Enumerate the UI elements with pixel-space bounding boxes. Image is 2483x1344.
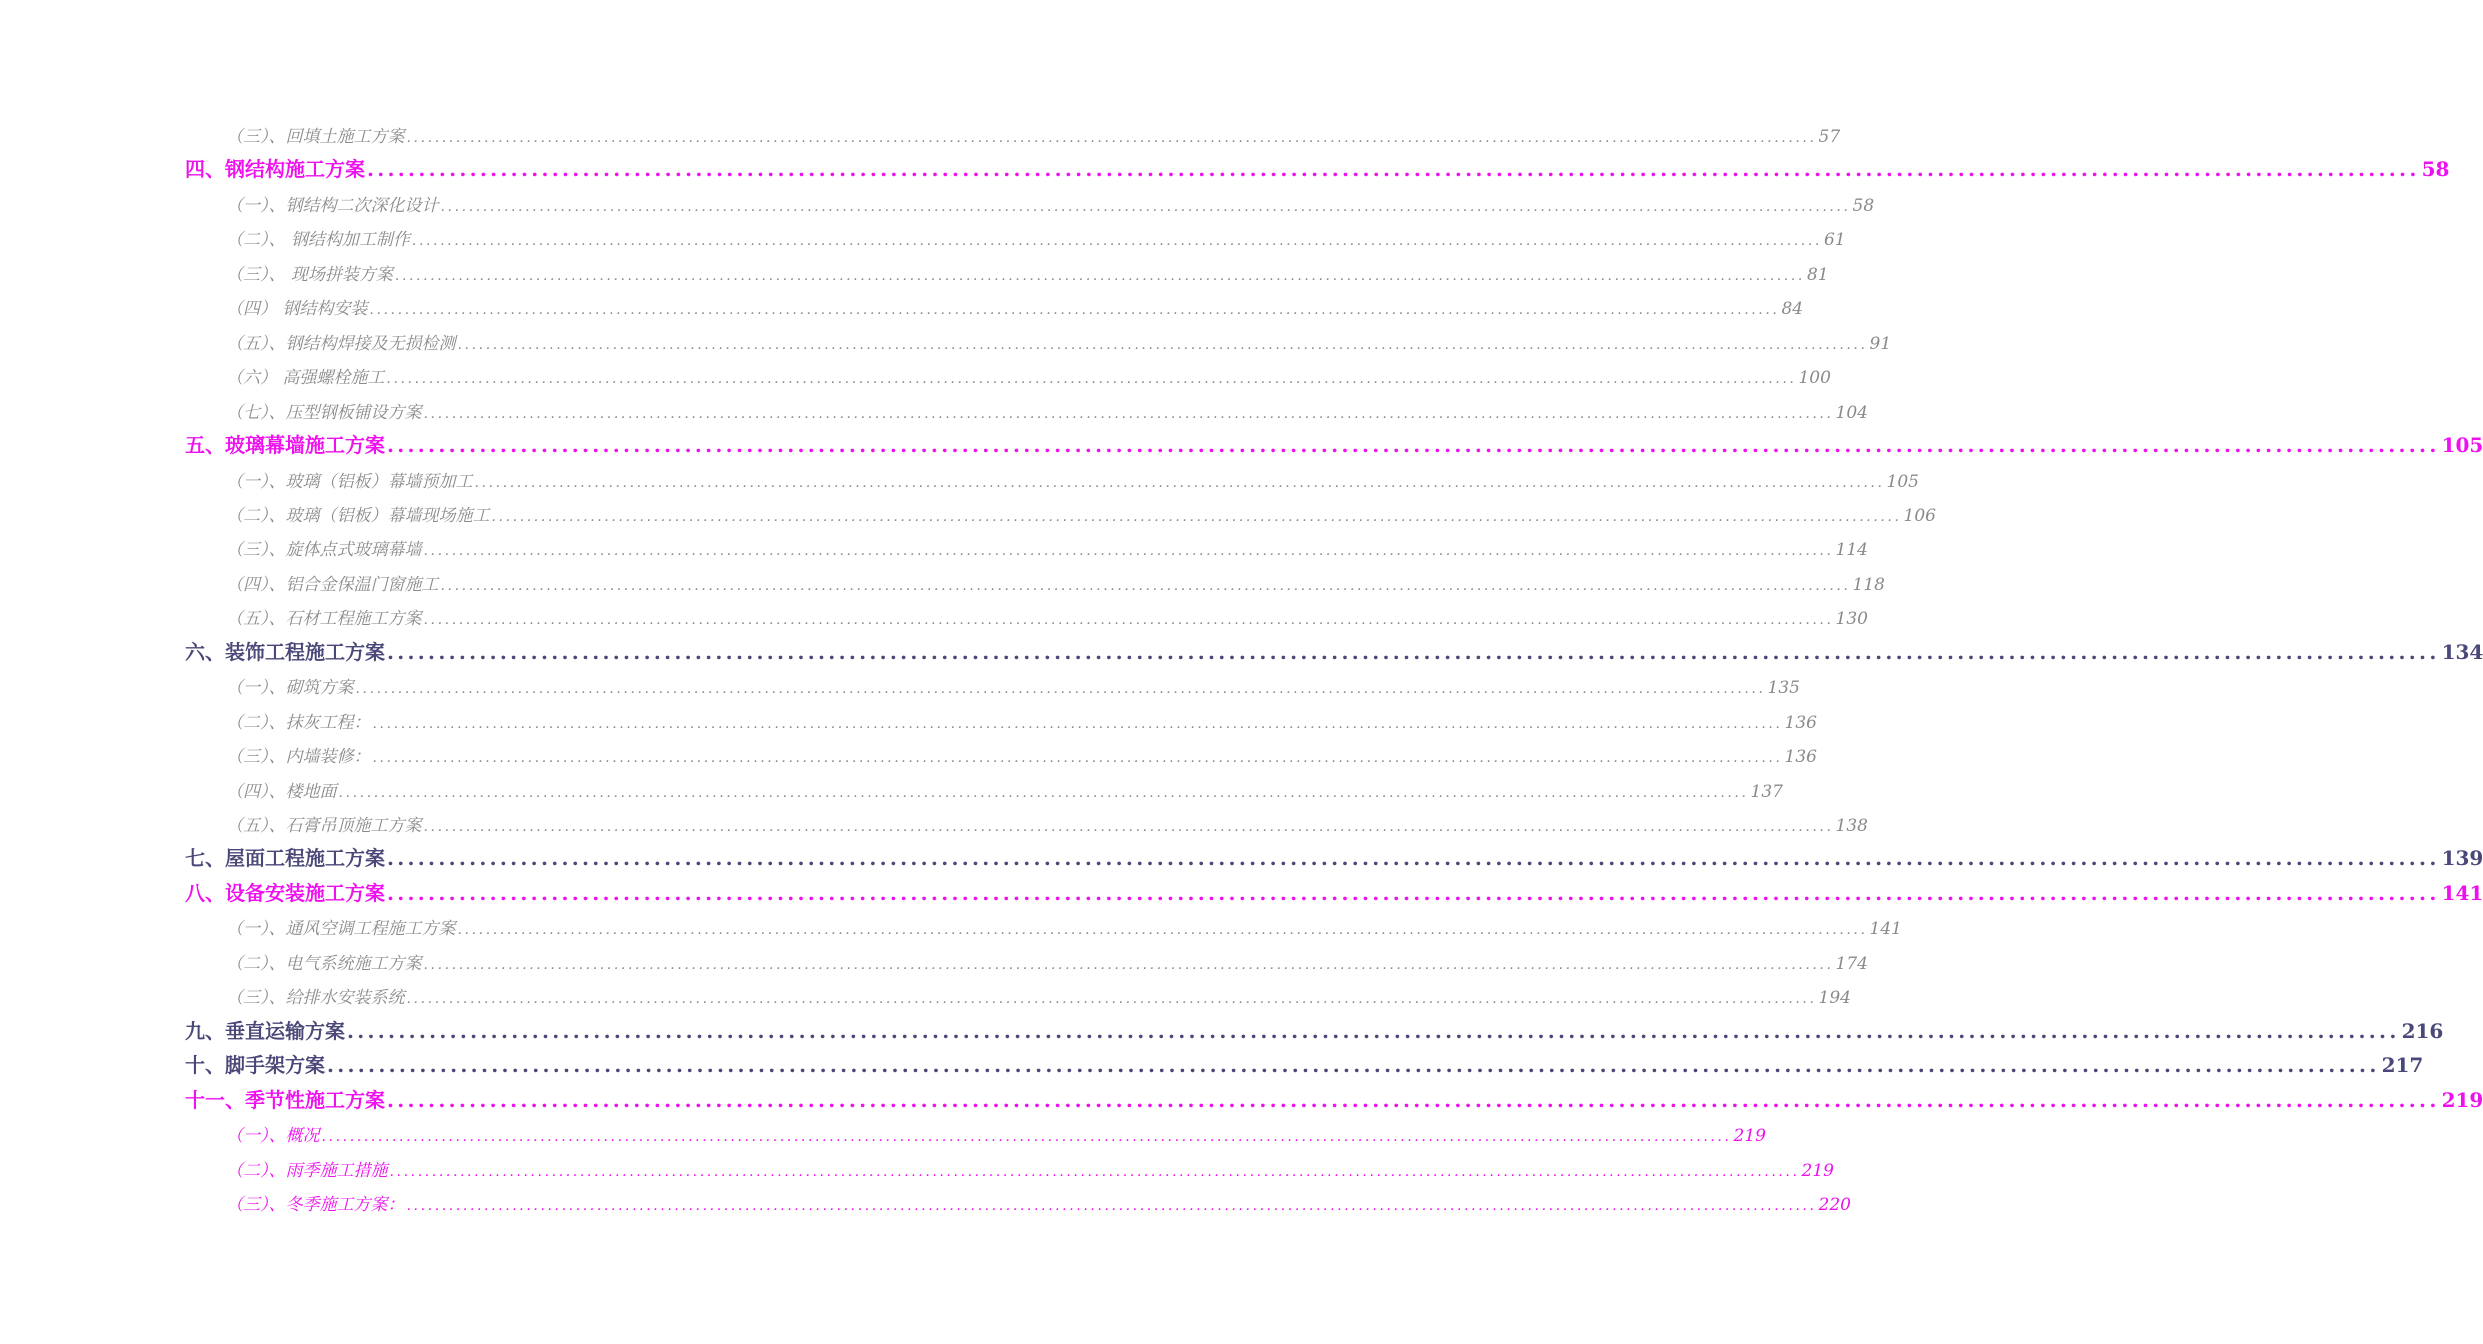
toc-page-number: 105 [2441,433,2483,458]
toc-leader-dots: ........................................................................................................................................................................................................ [327,1053,2380,1078]
toc-page-number: 174 [1835,953,1868,974]
toc-entry-label: 六、装饰工程施工方案 [185,639,385,664]
toc-leader-dots: ........................................................................................................................................................................................................ [372,750,1783,767]
toc-subsection-entry[interactable] [226,604,1868,630]
toc-subsection-entry[interactable] [226,949,1868,975]
toc-page-number: 104 [1835,402,1868,423]
toc-entry-label: （五）、石材工程施工方案 [226,609,422,630]
toc-section-entry[interactable] [185,842,2483,872]
toc-leader-dots: ........................................................................................................................................................................................................ [369,302,1780,319]
toc-leader-dots: ........................................................................................................................................................................................................ [386,371,1797,388]
toc-section-entry[interactable] [185,636,2483,666]
toc-leader-dots: ........................................................................................................................................................................................................ [372,715,1783,732]
toc-page-number: 118 [1852,574,1885,595]
toc-entry-label: （二）、雨季施工措施 [226,1160,388,1181]
toc-leader-dots: ........................................................................................................................................................................................................ [474,474,1885,491]
toc-subsection-entry[interactable] [226,983,1851,1009]
toc-leader-dots: ........................................................................................................................................................................................................ [387,880,2440,905]
toc-page-number: 105 [1886,471,1919,492]
toc-leader-dots: ........................................................................................................................................................................................................ [423,612,1834,629]
toc-subsection-entry[interactable] [226,329,1892,355]
toc-entry-label: （二）、 钢结构加工制作 [226,230,410,251]
toc-leader-dots: ........................................................................................................................................................................................................ [406,130,1817,146]
toc-leader-dots: ........................................................................................................................................................................................................ [440,577,1851,594]
toc-subsection-entry[interactable] [226,225,1846,251]
toc-leader-dots: ........................................................................................................................................................................................................ [387,433,2440,458]
toc-leader-dots: ........................................................................................................................................................................................................ [491,508,1902,525]
toc-subsection-entry[interactable] [226,777,1783,803]
toc-page-number: 100 [1798,368,1831,389]
toc-leader-dots: ........................................................................................................................................................................................................ [423,819,1834,835]
toc-page-number: 61 [1823,230,1846,251]
toc-leader-dots: ........................................................................................................................................................................................................ [387,1087,2440,1112]
toc-page-number: 57 [1818,127,1841,147]
toc-entry-label: 五、玻璃幕墙施工方案 [185,433,385,458]
toc-entry-label: （三）、 现场拼装方案 [226,264,393,285]
toc-entry-label: （三）、旋体点式玻璃幕墙 [226,540,422,561]
toc-leader-dots: ........................................................................................................................................................................................................ [423,543,1834,560]
toc-subsection-entry[interactable] [226,260,1829,286]
toc-leader-dots: ........................................................................................................................................................................................................ [367,157,2420,182]
toc-section-entry[interactable] [185,429,2483,459]
toc-leader-dots: ........................................................................................................................................................................................................ [387,639,2440,664]
toc-subsection-entry[interactable] [226,742,1817,768]
toc-subsection-entry[interactable] [226,467,1919,493]
toc-section-entry[interactable] [185,1049,2424,1079]
toc-page-number: 114 [1835,540,1868,561]
toc-leader-dots: ........................................................................................................................................................................................................ [347,1018,2400,1043]
toc-entry-label: （三）、冬季施工方案： [226,1194,405,1215]
toc-subsection-entry[interactable] [226,914,1902,940]
toc-entry-label: （一）、玻璃（铝板）幕墙预加工 [226,471,473,492]
toc-page-number: 219 [2441,1087,2483,1112]
toc-subsection-entry[interactable] [226,811,1868,837]
toc-leader-dots: ........................................................................................................................................................................................................ [321,1129,1732,1146]
toc-entry-label: 八、设备安装施工方案 [185,880,385,905]
toc-section-entry[interactable] [185,877,2483,907]
toc-entry-label: （二）、玻璃（铝板）幕墙现场施工 [226,505,490,526]
toc-page-number: 58 [2421,157,2450,182]
toc-subsection-entry[interactable] [226,191,1875,217]
toc-leader-dots: ........................................................................................................................................................................................................ [338,784,1749,801]
toc-subsection-entry[interactable] [226,501,1936,527]
toc-entry-label: （二）、电气系统施工方案 [226,953,422,974]
toc-entry-label: （三）、给排水安装系统 [226,988,405,1009]
toc-page-number: 219 [1733,1126,1766,1147]
toc-entry-label: （二）、抹灰工程： [226,712,371,733]
toc-entry-label: （一）、通风空调工程施工方案 [226,919,456,940]
toc-subsection-entry[interactable] [226,294,1804,320]
toc-subsection-entry[interactable] [226,398,1868,424]
toc-subsection-entry[interactable] [226,1121,1766,1147]
toc-page-number: 134 [2441,639,2483,664]
toc-entry-label: （四）、铝合金保温门窗施工 [226,574,439,595]
toc-leader-dots: ........................................................................................................................................................................................................ [423,405,1834,422]
toc-page-number: 106 [1903,505,1936,526]
toc-leader-dots: ........................................................................................................................................................................................................ [457,922,1868,939]
toc-page-number: 136 [1784,712,1817,733]
toc-page-number: 216 [2401,1018,2444,1043]
toc-subsection-entry[interactable] [226,1190,1851,1216]
toc-entry-label: （一）、钢结构二次深化设计 [226,195,439,216]
toc-page-number: 136 [1784,747,1817,768]
toc-page-number: 194 [1818,988,1851,1009]
toc-subsection-entry[interactable] [226,122,1841,148]
toc-subsection-entry[interactable] [226,535,1868,561]
toc-entry-label: （三）、内墙装修： [226,747,371,768]
toc-entry-label: 七、屋面工程施工方案 [185,846,385,871]
toc-entry-label: （六） 高强螺栓施工 [226,368,385,389]
toc-page-number: 139 [2441,846,2483,871]
toc-section-entry[interactable] [185,1084,2483,1114]
toc-leader-dots: ........................................................................................................................................................................................................ [387,846,2440,871]
toc-page-number: 137 [1750,781,1783,802]
toc-leader-dots: ........................................................................................................................................................................................................ [423,956,1834,973]
toc-page-number: 58 [1852,195,1875,216]
toc-entry-label: 四、钢结构施工方案 [185,157,365,182]
toc-page-number: 81 [1806,264,1829,285]
toc-subsection-entry[interactable] [226,708,1817,734]
toc-page-number: 220 [1818,1194,1851,1215]
toc-section-entry[interactable] [185,1015,2444,1045]
toc-leader-dots: ........................................................................................................................................................................................................ [355,681,1766,698]
toc-leader-dots: ........................................................................................................................................................................................................ [411,233,1822,250]
toc-page-number: 135 [1767,678,1800,699]
toc-subsection-entry[interactable] [226,673,1800,699]
toc-entry-label: （一）、概况 [226,1126,320,1147]
toc-entry-label: （一）、砌筑方案 [226,678,354,699]
toc-leader-dots: ........................................................................................................................................................................................................ [406,991,1817,1008]
toc-page-number: 141 [2441,880,2483,905]
toc-entry-label: （七）、压型钢板铺设方案 [226,402,422,423]
toc-page-number: 141 [1869,919,1902,940]
toc-page-number: 91 [1869,333,1892,354]
toc-entry-label: 九、垂直运输方案 [185,1018,345,1043]
toc-entry-label: （五）、石膏吊顶施工方案 [226,816,422,836]
toc-entry-label: （四）、楼地面 [226,781,337,802]
toc-page-number: 219 [1801,1160,1834,1181]
toc-page-number: 217 [2381,1053,2424,1078]
toc-page-number: 84 [1781,299,1804,320]
toc-subsection-entry[interactable] [226,363,1831,389]
toc-entry-label: 十一、季节性施工方案 [185,1087,385,1112]
toc-entry-label: （四） 钢结构安装 [226,299,368,320]
toc-entry-label: （五）、钢结构焊接及无损检测 [226,333,456,354]
toc-section-entry[interactable] [185,153,2450,183]
toc-leader-dots: ........................................................................................................................................................................................................ [389,1163,1800,1180]
toc-leader-dots: ........................................................................................................................................................................................................ [394,267,1805,284]
toc-subsection-entry[interactable] [226,570,1885,596]
toc-leader-dots: ........................................................................................................................................................................................................ [457,336,1868,353]
toc-page-number: 138 [1835,816,1868,836]
toc-leader-dots: ........................................................................................................................................................................................................ [440,198,1851,215]
toc-entry-label: （三）、回填土施工方案 [226,127,405,147]
toc-entry-label: 十、脚手架方案 [185,1053,325,1078]
toc-leader-dots: ........................................................................................................................................................................................................ [406,1197,1817,1214]
toc-page-number: 130 [1835,609,1868,630]
toc-subsection-entry[interactable] [226,1156,1834,1182]
